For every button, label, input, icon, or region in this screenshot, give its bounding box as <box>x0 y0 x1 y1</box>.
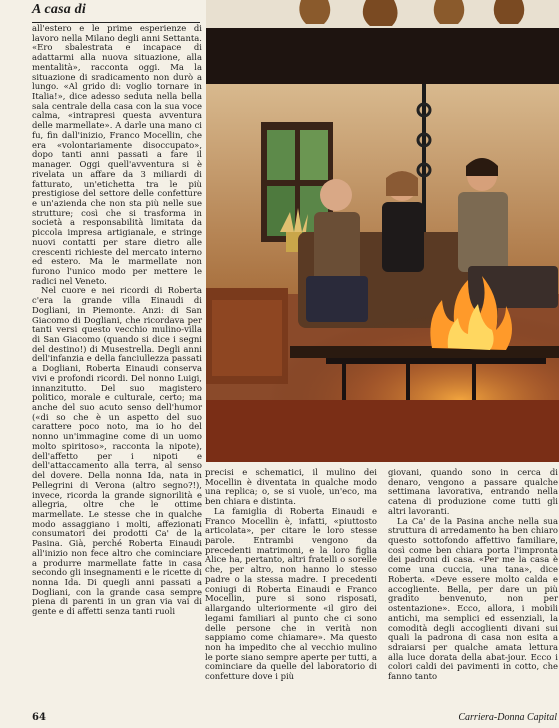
paragraph: all'estero e le prime esperienze di lavoro nella Milano degli anni Settanta. «Ero sbalestrata e incapace di adattarmi alla nuova situazione, alla mentalità», racconta oggi. Ma la situazione di sradicamento non durò a lungo. «Al grido di: voglio tornare in Italia!», dice adesso seduta nella bella sala centrale della casa con la sua voce calma, «intrapresi questa avventura delle marmellate». A darle una mano ci fu, fin dall'inizio, Franco Mocellin, che era «volontariamente disoccupato», dopo tanti anni passati a fare il manager. Oggi quell'avventura si è rivelata un affare da 3 miliardi di fatturato, un'etichetta tra le più prestigiose del settore delle confetture e un'azienda che non sta più nelle sue strutture; così che si trasforma in società a responsabilità limitata da piccola impresa artigianale, e stringe nuovi contatti per stare dietro alle crescenti richieste del mercato interno ed estero. Ma le marmellate non furono l'unico modo per mettere le radici nel Veneto. <box>32 23 202 286</box>
page-number: 64 <box>32 712 46 723</box>
paragraph: precisi e schematici, il mulino dei Mocellin è diventata in qualche modo una replica; o, se si vuole, un'eco, ma ben chiara e distinta. <box>205 467 377 507</box>
paragraph: La famiglia di Roberta Einaudi e Franco Mocellin è, infatti, «piuttosto articolata», per citare le loro stesse parole. Entrambi vengono da precedenti matrimoni, e la loro figlia Alice ha, pertanto, altri fratelli o sorelle che, per altro, non hanno lo stesso padre o la stessa madre. I precedenti coniugi di Roberta Einaudi e Franco Mocellin, pure si sono risposati, allargando ulteriormente «il giro dei legami familiari al punto che ci sono delle persone che in verità non sappiamo come chiamare». Ma questo non ha impedito che al vecchio mulino le porte siano sempre aperte per tutti, a cominciare da quelle del laboratorio di confetture dove i più <box>205 505 377 682</box>
article-column-2 <box>205 468 377 682</box>
paragraph: Nel cuore e nei ricordi di Roberta c'era la grande villa Einaudi di Dogliani, in Piemonte. Anzi: di San Giacomo di Dogliani, che ricordava per tanti versi questo vecchio mulino-villa di San Giacomo (quando si dice i segni del destino!) di Musestrella. Degli anni dell'infanzia e della fanciullezza passati a Dogliani, Roberta Einaudi conserva vivi e profondi ricordi. Del nonno Luigi, innanzitutto. Del suo magistero politico, morale e culturale, certo; ma anche del suo acuto senso dell'humor («di so che è un aspetto del suo carattere poco noto, ma io ho del nonno un'immagine come di un uomo molto spiritoso», racconta la nipote), dell'affetto per i nipoti e dell'attaccamento alla terra, al senso del dovere. Della nonna Ida, nata in Pellegrini di Verona (altro segno?!), invece, ricorda la grande signorilità e allegria, oltre che le ottime marmellate. Le stesse che in qualche modo assaggiano i molti, affezionati consumatori dei prodotti Ca' de la Pasina. Già, perché Roberta Einaudi all'inizio non fece altro che cominciare a produrre marmellate fatte in casa secondo gli insegnamenti e le ricette di nonna Ida. Di quegli anni passati a Dogliani, con la grande casa sempre piena di parenti in un gran via vai di gente e di affetti senza tanti ruoli <box>32 285 202 617</box>
magazine-footer: Carriera-Donna Capital <box>458 712 557 723</box>
paragraph: giovani, quando sono in cerca di denaro, vengono a passare qualche settimana lavorativa, entrando nella catena di produzione come tutti gli altri lavoranti. <box>388 467 558 516</box>
article-column-1 <box>32 24 202 617</box>
paragraph: La Ca' de la Pasina anche nella sua struttura di arredamento ha ben chiaro questo sottofondo affettivo familiare, così come ben chiara porta l'impronta dei padroni di casa. «Per me la casa è come una cuccia, una tana», dice Roberta. «Deve essere molto calda e accogliente. Bella, per dare un più gradito benvenuto, non per ostentazione». Ecco, allora, i mobili antichi, ma semplici ed essenziali, la comodità degli accoglienti divani sui quali la padrona di casa non esita a sdraiarsi per qualche amata lettura alla luce dorata della abat-jour. Ecco i colori caldi dei pavimenti in cotto, che fanno tanto <box>388 515 558 682</box>
section-label: A casa di <box>32 2 86 17</box>
article-column-3 <box>388 468 558 682</box>
photo-family-fireplace <box>206 0 559 462</box>
